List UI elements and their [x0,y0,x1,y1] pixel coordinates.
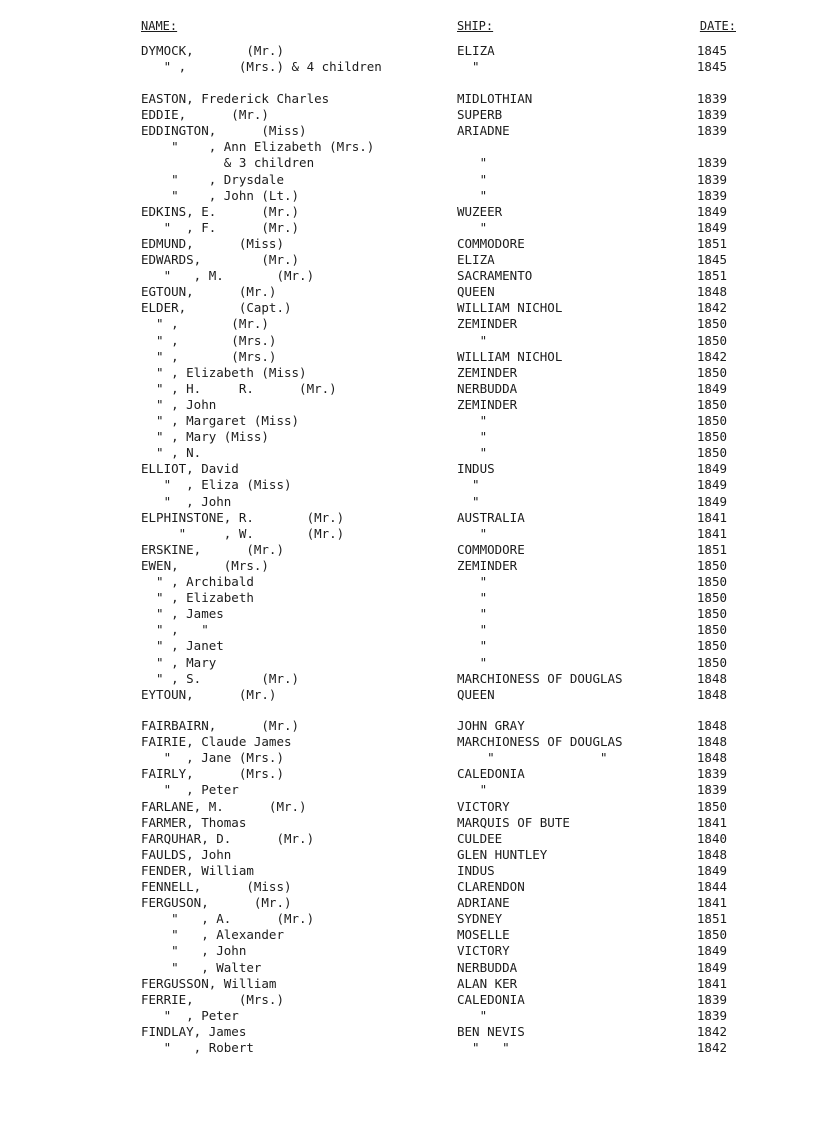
arrival-date: 1841 [696,895,727,911]
list-item [0,59,816,75]
arrival-date: 1841 [696,509,727,525]
passenger-name: " , M. (Mr.) [141,268,315,284]
ship-name: " [457,1007,488,1023]
arrival-date: 1848 [696,846,727,862]
list-item [0,590,816,606]
passenger-name: EASTON, Frederick Charles [141,91,330,106]
arrival-date: 1850 [696,557,727,573]
list-item [0,895,816,911]
list-item [0,445,816,461]
passenger-name: " , Mary [141,654,217,670]
arrival-date: 1849 [696,477,727,493]
passenger-name: " , N. [141,445,202,461]
ship-name: SUPERB [457,107,503,123]
arrival-date: 1851 [696,268,727,284]
ship-name: " [457,622,488,638]
ship-name: MOSELLE [457,927,510,943]
ship-name: " [457,219,488,235]
passenger-name: " , Drysdale [141,171,284,187]
ship-name: SYDNEY [457,911,503,927]
ship-name: " [457,413,488,428]
arrival-date: 1848 [696,718,727,733]
list-item [0,91,816,107]
arrival-date: 1850 [696,316,727,332]
passenger-name: " , (Mrs.) [141,332,277,348]
ship-name: ZEMINDER [457,316,518,332]
passenger-name: " , Mary (Miss) [141,429,269,445]
list-item [0,671,816,687]
list-item [0,300,816,316]
passenger-name: FERRIE, (Mrs.) [141,991,284,1007]
ship-name: " [457,171,488,187]
ship-name: " [457,429,488,445]
list-item [0,766,816,782]
passenger-name: ELLIOT, David [141,461,239,477]
ship-name: INDUS [457,461,495,477]
list-item [0,718,816,734]
passenger-name: ELPHINSTONE, R. (Mr.) [141,509,345,525]
list-item [0,397,816,413]
arrival-date: 1850 [696,413,727,428]
arrival-date: 1839 [696,991,727,1007]
passenger-name: " , Eliza (Miss) [141,477,292,493]
arrival-date: 1851 [696,541,727,557]
ship-name: CLARENDON [457,879,525,894]
arrival-date: 1850 [696,638,727,654]
arrival-date: 1848 [696,750,727,766]
arrival-date: 1850 [696,798,727,814]
ship-name: MARQUIS OF BUTE [457,814,570,830]
arrival-date: 1850 [696,429,727,445]
passenger-name: FAULDS, John [141,846,232,862]
passenger-name: " , S. (Mr.) [141,670,300,686]
list-item [0,43,816,59]
passenger-name: FENNELL, (Miss) [141,879,292,894]
list-item [0,510,816,526]
list-item [0,349,816,365]
arrival-date: 1839 [696,123,727,139]
ship-name: QUEEN [457,686,495,702]
list-item [0,123,816,139]
passenger-name: " , Ann Elizabeth (Mrs.) [141,139,375,155]
list-item [0,1008,816,1024]
arrival-date: 1850 [696,654,727,670]
list-item [0,687,816,703]
ship-name: COMMODORE [457,541,525,557]
passenger-name: " , James [141,606,224,622]
arrival-date: 1848 [696,686,727,702]
list-item [0,574,816,590]
arrival-date: 1849 [696,943,727,959]
list-item [0,1024,816,1040]
passenger-name: FERGUSSON, William [141,975,277,991]
list-item [0,526,816,542]
list-item [0,172,816,188]
arrival-date: 1850 [696,590,727,606]
list-item [0,976,816,992]
list-item [0,847,816,863]
arrival-date: 1839 [696,782,727,798]
list-item [0,782,816,798]
ship-name: VICTORY [457,798,510,814]
ship-name: CALEDONIA [457,766,525,782]
arrival-date: 1848 [696,284,727,300]
arrival-date: 1839 [696,171,727,187]
ship-name: SACRAMENTO [457,268,533,284]
ship-name: " [457,59,480,75]
ship-name: " [457,782,488,798]
arrival-date: 1839 [696,91,727,106]
arrival-date: 1849 [696,493,727,509]
list-item [0,879,816,895]
passenger-name: ERSKINE, (Mr.) [141,541,284,557]
passenger-name: " , Jane (Mrs.) [141,750,284,766]
ship-name: " [457,590,488,606]
arrival-date: 1850 [696,622,727,638]
ship-name: ELIZA [457,252,495,267]
list-item [0,413,816,429]
list-item [0,461,816,477]
passenger-name: " , Peter [141,782,239,798]
arrival-date: 1845 [696,43,727,58]
arrival-date: 1839 [696,187,727,203]
arrival-date: 1842 [696,1040,727,1055]
ship-name: WUZEER [457,203,503,219]
list-item [0,863,816,879]
arrival-date: 1841 [696,814,727,830]
arrival-date: 1842 [696,348,727,364]
arrival-date: 1851 [696,235,727,251]
list-item [0,542,816,558]
passenger-name: " , (Mr.) [141,316,269,332]
passenger-name: " , John [141,943,247,959]
passenger-name: DYMOCK, (Mr.) [141,43,284,58]
passenger-name: " , Archibald [141,574,254,589]
ship-name: ELIZA [457,43,495,58]
ship-name: " [457,445,488,461]
arrival-date: 1841 [696,975,727,991]
list-item [0,381,816,397]
list-item [0,429,816,445]
ship-name: MARCHIONESS OF DOUGLAS [457,734,623,750]
passenger-name: " , Janet [141,638,224,654]
ship-name: CALEDONIA [457,991,525,1007]
list-item [0,204,816,220]
passenger-name: " , H. R. (Mr.) [141,380,337,396]
ship-name: WILLIAM NICHOL [457,300,563,316]
passenger-name: " , F. (Mr.) [141,219,300,235]
passenger-name: " , Alexander [141,927,284,943]
ship-column-header: SHIP: [457,19,494,33]
list-item [0,831,816,847]
passenger-name: FARMER, Thomas [141,814,247,830]
ship-name: ALAN KER [457,975,518,991]
list-item [0,188,816,204]
arrival-date: 1848 [696,734,727,750]
arrival-date: 1849 [696,959,727,975]
date-column-header: DATE: [699,19,736,33]
ship-name: " [457,606,488,622]
ship-name: JOHN GRAY [457,718,525,733]
passenger-name: ELDER, (Capt.) [141,300,292,316]
ship-name: ARIADNE [457,123,510,139]
ship-name: MARCHIONESS OF DOUGLAS [457,670,623,686]
passenger-name: FAIRIE, Claude James [141,734,292,750]
passenger-name: EDDIE, (Mr.) [141,107,269,123]
passenger-name: EYTOUN, (Mr.) [141,686,277,702]
ship-name: " [457,525,488,541]
passenger-name: " , Walter [141,959,262,975]
passenger-name: " , Robert [141,1040,254,1055]
ship-name: AUSTRALIA [457,509,525,525]
arrival-date: 1841 [696,525,727,541]
passenger-name: FAIRBAIRN, (Mr.) [141,718,300,733]
passenger-name: FENDER, William [141,862,254,878]
arrival-date: 1850 [696,574,727,589]
ship-name: " " [457,750,608,766]
passenger-name: EWEN, (Mrs.) [141,557,269,573]
ship-name: ADRIANE [457,895,510,911]
passenger-name: EDMUND, (Miss) [141,235,284,251]
arrival-date: 1848 [696,670,727,686]
arrival-date: 1850 [696,332,727,348]
list-item [0,734,816,750]
arrival-date: 1839 [696,155,727,171]
ship-name: " [457,638,488,654]
passenger-name: EGTOUN, (Mr.) [141,284,277,300]
passenger-name: " , Peter [141,1007,239,1023]
ship-name: BEN NEVIS [457,1023,525,1039]
passenger-name: FARQUHAR, D. (Mr.) [141,830,315,846]
list-item [0,992,816,1008]
list-item [0,268,816,284]
arrival-date: 1849 [696,203,727,219]
list-item [0,943,816,959]
arrival-date: 1839 [696,766,727,782]
list-item [0,316,816,332]
ship-name: " [457,477,480,493]
arrival-date: 1849 [696,461,727,477]
list-item [0,477,816,493]
passenger-name: & 3 children [141,155,315,171]
list-item [0,333,816,349]
passenger-name: " , (Mrs.) & 4 children [141,59,382,75]
arrival-date: 1845 [696,252,727,267]
list-item [0,799,816,815]
ship-name: NERBUDDA [457,380,518,396]
ship-name: " [457,187,488,203]
ship-name: INDUS [457,862,495,878]
ship-name: " [457,493,480,509]
name-column-header: NAME: [141,19,178,33]
list-item [0,220,816,236]
list-item [0,815,816,831]
ship-name: ZEMINDER [457,364,518,380]
passenger-name: " , John (Lt.) [141,187,300,203]
ship-name: GLEN HUNTLEY [457,846,548,862]
ship-name: MIDLOTHIAN [457,91,533,106]
ship-name: " " [457,1040,510,1055]
list-item [0,494,816,510]
list-item [0,606,816,622]
passenger-name: " , Elizabeth [141,590,254,606]
passenger-name: EDKINS, E. (Mr.) [141,203,300,219]
ship-name: VICTORY [457,943,510,959]
arrival-date: 1849 [696,862,727,878]
ship-name: " [457,155,488,171]
list-item [0,558,816,574]
arrival-date: 1850 [696,445,727,461]
ship-name: QUEEN [457,284,495,300]
ship-name: " [457,654,488,670]
passenger-name: " , John [141,493,232,509]
list-item [0,927,816,943]
arrival-date: 1839 [696,1007,727,1023]
list-item [0,655,816,671]
passenger-name: FERGUSON, (Mr.) [141,895,292,911]
list-item [0,155,816,171]
passenger-name: " , W. (Mr.) [141,525,345,541]
passenger-name: " , A. (Mr.) [141,911,315,927]
list-item [0,139,816,155]
arrival-date: 1850 [696,927,727,943]
list-item [0,236,816,252]
arrival-date: 1849 [696,219,727,235]
list-item [0,365,816,381]
ship-name: ZEMINDER [457,557,518,573]
passenger-name: FINDLAY, James [141,1023,247,1039]
passenger-name: " , John [141,396,217,412]
list-item [0,284,816,300]
arrival-date: 1851 [696,911,727,927]
ship-name: " [457,332,488,348]
arrival-date: 1850 [696,606,727,622]
list-item [0,911,816,927]
passenger-name: " , (Mrs.) [141,348,277,364]
passenger-name: " , Margaret (Miss) [141,413,300,428]
arrival-date: 1840 [696,830,727,846]
arrival-date: 1849 [696,380,727,396]
ship-name: ZEMINDER [457,396,518,412]
passenger-name: " , Elizabeth (Miss) [141,364,307,380]
arrival-date: 1850 [696,396,727,412]
ship-name: WILLIAM NICHOL [457,348,563,364]
list-item [0,960,816,976]
list-item [0,107,816,123]
passenger-name: FARLANE, M. (Mr.) [141,798,307,814]
list-item [0,622,816,638]
list-item [0,1040,816,1056]
passenger-name: " , " [141,622,209,638]
ship-name: COMMODORE [457,235,525,251]
list-item [0,638,816,654]
passenger-name: EDDINGTON, (Miss) [141,123,307,139]
passenger-name: EDWARDS, (Mr.) [141,252,300,267]
arrival-date: 1839 [696,107,727,123]
ship-name: " [457,574,488,589]
arrival-date: 1844 [696,879,727,894]
arrival-date: 1850 [696,364,727,380]
ship-name: CULDEE [457,830,503,846]
ship-name: NERBUDDA [457,959,518,975]
passenger-name: FAIRLY, (Mrs.) [141,766,284,782]
arrival-date: 1845 [696,59,727,75]
list-item [0,252,816,268]
arrival-date: 1842 [696,300,727,316]
list-item [0,750,816,766]
arrival-date: 1842 [696,1023,727,1039]
